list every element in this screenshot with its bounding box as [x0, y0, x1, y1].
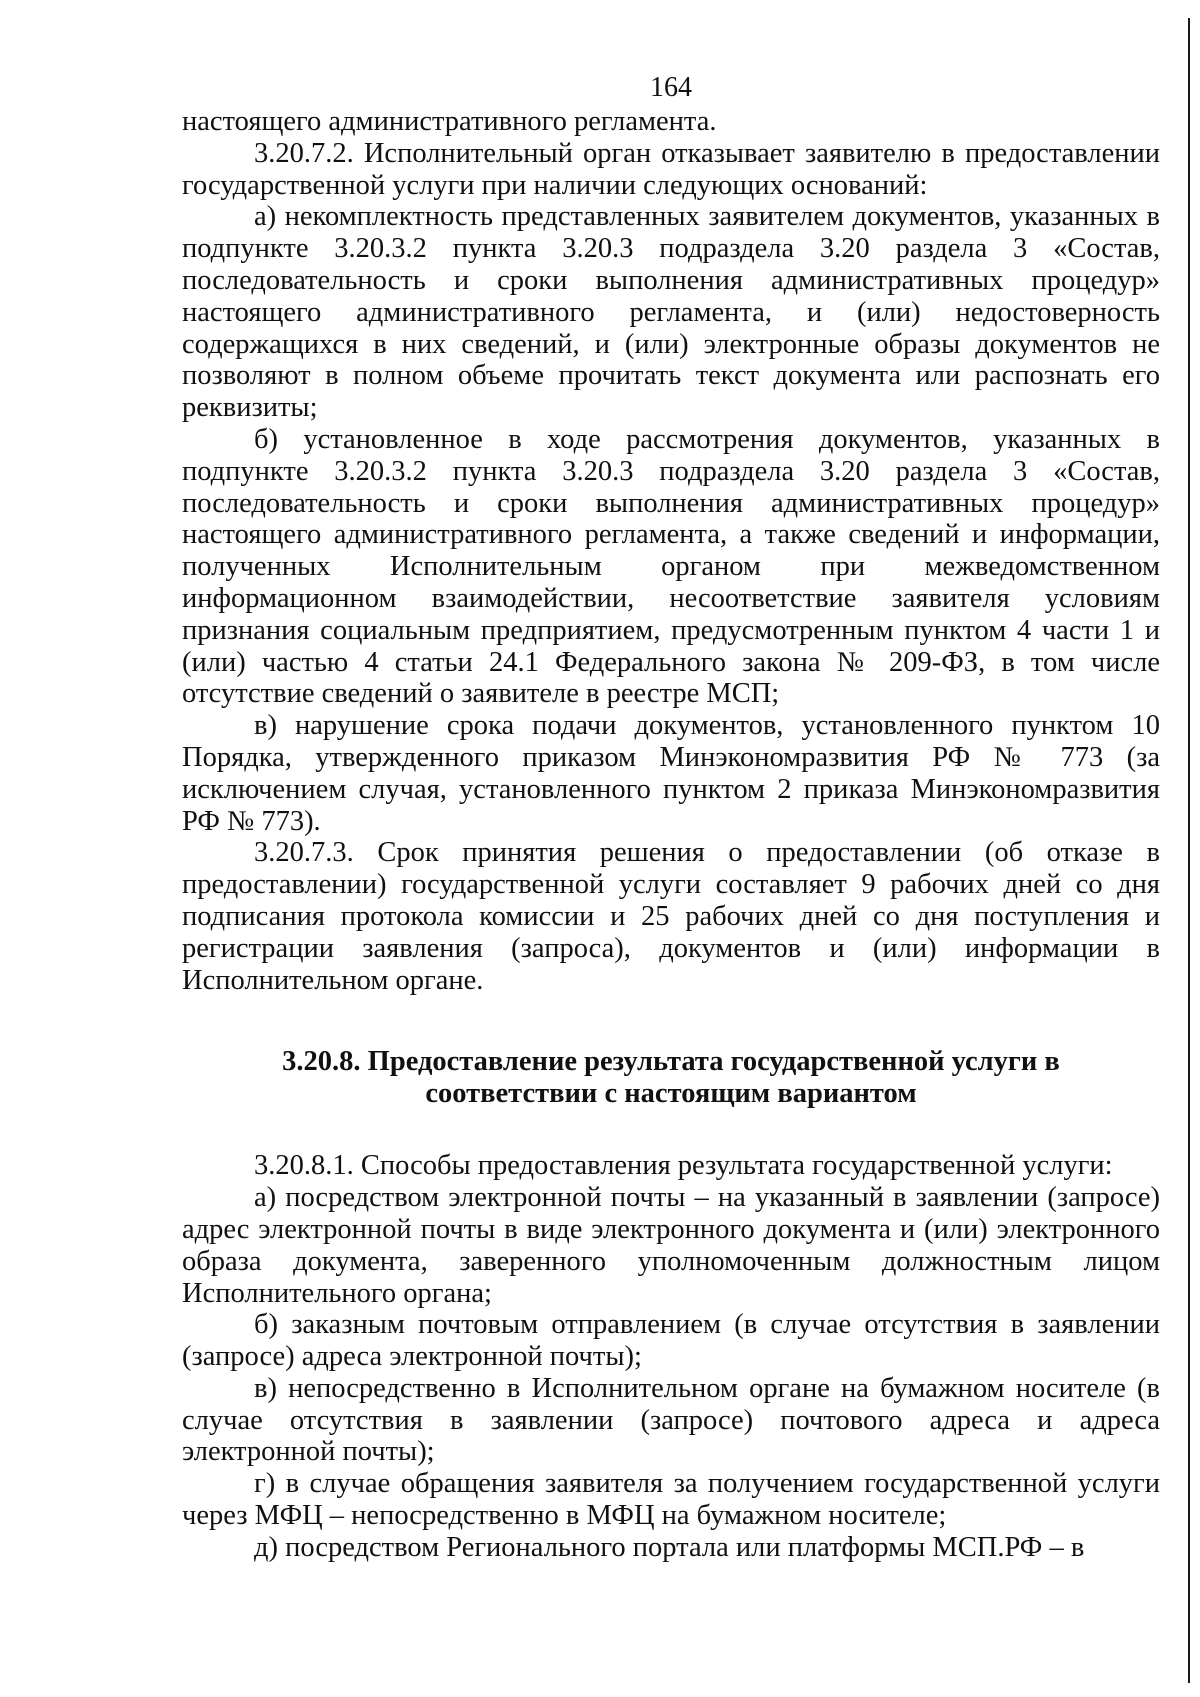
- page-number: 164: [650, 72, 692, 103]
- paragraph-3-20-7-3: 3.20.7.3. Срок принятия решения о предоставлении (об отказе в предоставлении) государственной услуги составляет 9 рабочих дней со дня подписания протокола комиссии и 25 рабочих дней со дня поступления и регистрации заявления (запроса), документов и (или) информации в Исполнительном органе.: [182, 837, 1160, 996]
- paragraph-item-v: в) нарушение срока подачи документов, установленного пунктом 10 Порядка, утвержденного приказом Минэкономразвития РФ № 773 (за исключением случая, установленного пунктом 2 приказа Минэкономразвития РФ № 773).: [182, 710, 1160, 837]
- paragraph-item-a: а) некомплектность представленных заявителем документов, указанных в подпункте 3.20.3.2 пункта 3.20.3 подраздела 3.20 раздела 3 «Состав, последовательность и сроки выполнения административных процедур» настоящего административного регламента, и (или) недостоверность содержащихся в них сведений, и (или) электронные образы документов не позволяют в полном объеме прочитать текст документа или распознать его реквизиты;: [182, 201, 1160, 424]
- section-heading-3-20-8: [182, 1046, 1160, 1110]
- paragraphs-top: [182, 106, 1160, 996]
- paragraph-continuation: настоящего административного регламента.: [182, 106, 717, 137]
- paragraph-delivery-b: б) заказным почтовым отправлением (в случае отсутствия в заявлении (запросе) адреса электронной почты);: [182, 1309, 1160, 1373]
- paragraph-delivery-d: д) посредством Регионального портала или платформы МСП.РФ – в: [254, 1531, 1085, 1563]
- paragraphs-bottom: [182, 1150, 1160, 1563]
- paragraph-delivery-v: в) непосредственно в Исполнительном органе на бумажном носителе (в случае отсутствия в заявлении (запросе) почтового адреса и адреса электронной почты);: [182, 1372, 1160, 1468]
- paragraph-3-20-7-2: 3.20.7.2. Исполнительный орган отказывает заявителю в предоставлении государственной услуги при наличии следующих оснований:: [182, 137, 1160, 201]
- paragraph-delivery-g: г) в случае обращения заявителя за получением государственной услуги через МФЦ – непосредственно в МФЦ на бумажном носителе;: [182, 1468, 1160, 1532]
- paragraph-item-b: б) установленное в ходе рассмотрения документов, указанных в подпункте 3.20.3.2 пункта 3.20.3 подраздела 3.20 раздела 3 «Состав, последовательность и сроки выполнения административных процедур» настоящего административного регламента, а также сведений и информации, полученных Исполнительным органом при межведомственном информационном взаимодействии, несоответствие заявителя условиям признания социальным предприятием, предусмотренным пунктом 4 части 1 и (или) частью 4 статьи 24.1 Федерального закона № 209-ФЗ, в том числе отсутствие сведений о заявителе в реестре МСП;: [182, 423, 1160, 710]
- document-page: [182, 70, 1160, 1564]
- section-heading-line-2: соответствии с настоящим вариантом: [425, 1078, 917, 1110]
- page-edge-rule: [1188, 18, 1190, 1683]
- section-heading-line-1: 3.20.8. Предоставление результата государственной услуги в: [282, 1046, 1060, 1078]
- paragraph-delivery-a: а) посредством электронной почты – на указанный в заявлении (запросе) адрес электронной почты в виде электронного документа и (или) электронного образа документа, заверенного уполномоченным должностным лицом Исполнительного органа;: [182, 1182, 1160, 1309]
- paragraph-3-20-8-1: 3.20.8.1. Способы предоставления результата государственной услуги:: [254, 1150, 1113, 1182]
